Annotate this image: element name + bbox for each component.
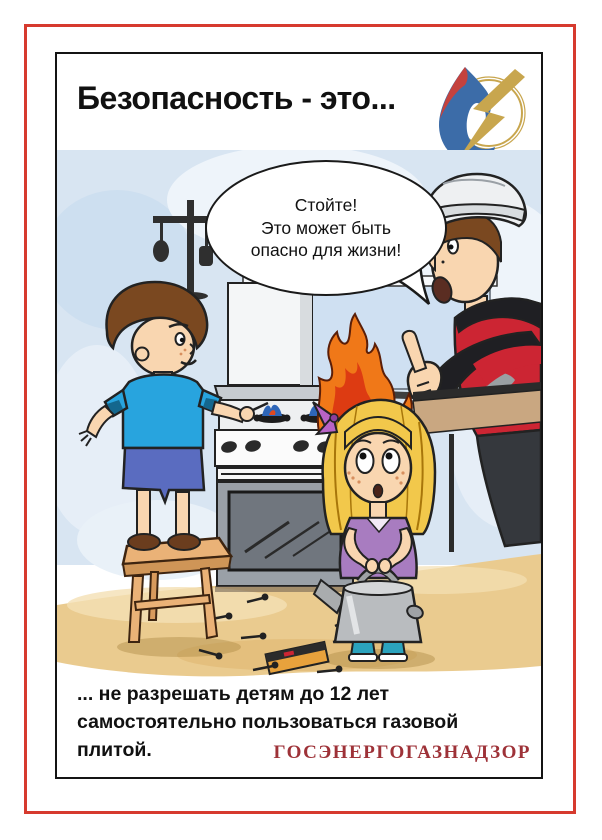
speech-line-1: Стойте! xyxy=(294,194,358,215)
speech-line-2: Это может быть xyxy=(260,217,392,238)
boy-shoes xyxy=(128,534,160,550)
speech-line-3: опасно для жизни! xyxy=(250,240,402,261)
poster-title: Безопасность - это... xyxy=(77,80,396,116)
caption-line-2: самостоятельно пользоваться газовой плитой. xyxy=(77,711,459,761)
brand-name: ГОСЭНЕРГОГАЗНАДЗОР xyxy=(273,742,531,763)
poster-frame xyxy=(55,52,543,779)
blue-tshirt xyxy=(123,375,203,449)
speech-bubble xyxy=(205,160,447,296)
caption-line-1: ... не разрешать детям до 12 лет xyxy=(77,683,390,705)
